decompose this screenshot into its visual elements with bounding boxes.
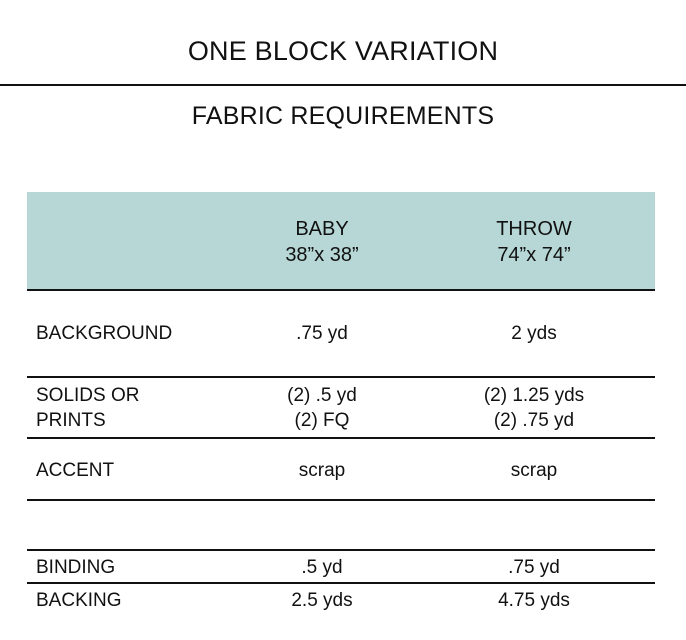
baby-amount: 2.5 yds [291, 590, 353, 611]
baby-amount [262, 383, 382, 433]
table-header [27, 192, 655, 289]
amount-line: (2) 1.25 yds [483, 385, 585, 406]
row-label: ACCENT [36, 460, 115, 481]
baby-amount: scrap [298, 460, 346, 481]
column-header-baby [272, 216, 372, 268]
column-name: BABY [295, 218, 349, 240]
title-divider [0, 84, 686, 86]
fabric-requirements-table [27, 192, 655, 617]
baby-amount: .5 yd [301, 557, 343, 578]
column-size: 38”x 38” [285, 244, 359, 266]
row-label-line: SOLIDS OR [36, 385, 140, 406]
throw-amount: .75 yd [508, 557, 560, 578]
amount-line: (2) FQ [294, 410, 350, 431]
column-size: 74”x 74” [497, 244, 571, 266]
throw-amount: scrap [510, 460, 558, 481]
amount-line: (2) .75 yd [493, 410, 575, 431]
table-row [27, 291, 655, 376]
document-title: ONE BLOCK VARIATION [187, 36, 499, 66]
row-label: BACKGROUND [36, 323, 173, 344]
row-label [36, 383, 139, 433]
table-row [27, 439, 655, 499]
column-header-throw [474, 216, 594, 268]
table-row [27, 584, 655, 617]
table-row [27, 378, 655, 437]
row-label: BACKING [36, 590, 122, 611]
row-label-line: PRINTS [36, 410, 106, 431]
amount-line: (2) .5 yd [287, 385, 357, 406]
table-row-empty [27, 501, 655, 549]
section-title: FABRIC REQUIREMENTS [191, 102, 495, 130]
throw-amount: 2 yds [511, 323, 557, 344]
baby-amount: .75 yd [296, 323, 348, 344]
column-name: THROW [496, 218, 572, 240]
row-label: BINDING [36, 557, 116, 578]
table-row [27, 551, 655, 582]
throw-amount: 4.75 yds [498, 590, 570, 611]
throw-amount [464, 383, 604, 433]
